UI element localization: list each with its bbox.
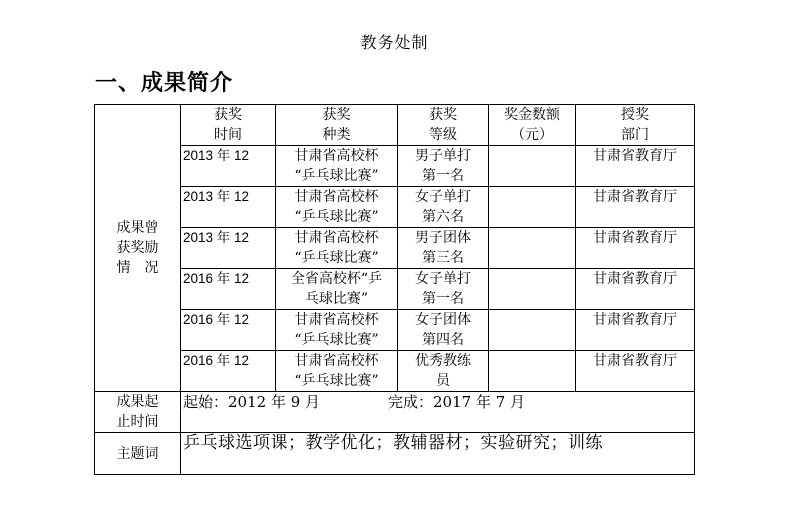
column-header-prize: 奖金数额 （元） (489, 105, 576, 146)
table-row (95, 228, 695, 269)
keywords-label: 主题词 (95, 433, 181, 475)
award-date: 2016 年 12 (181, 351, 276, 392)
award-dept: 甘肃省教育厅 (576, 310, 695, 351)
award-date: 2013 年 12 (181, 187, 276, 228)
period-end: 完成：2017 年 7 月 (388, 393, 526, 411)
award-date: 2013 年 12 (181, 146, 276, 187)
keywords-row (95, 433, 695, 475)
award-type: 甘肃省高校杯 “乒乓球比赛” (276, 310, 398, 351)
award-dept: 甘肃省教育厅 (576, 187, 695, 228)
award-type: 甘肃省高校杯 “乒乓球比赛” (276, 187, 398, 228)
award-date: 2016 年 12 (181, 269, 276, 310)
award-type: 全省高校杯“乒 乓球比赛” (276, 269, 398, 310)
award-level: 女子单打 第一名 (398, 269, 489, 310)
award-dept: 甘肃省教育厅 (576, 146, 695, 187)
award-type: 甘肃省高校杯 “乒乓球比赛” (276, 351, 398, 392)
section-heading: 一、成果简介 (95, 70, 234, 96)
award-prize (489, 146, 576, 187)
period-values (181, 392, 695, 433)
awards-row-label: 成果曾 获奖励 情 况 (95, 105, 181, 392)
table-row (95, 146, 695, 187)
award-date: 2013 年 12 (181, 228, 276, 269)
column-header-dept: 授奖 部门 (576, 105, 695, 146)
column-header-type: 获奖 种类 (276, 105, 398, 146)
awards-table (94, 104, 695, 475)
keywords-value: 乒乓球选项课；教学优化；教辅器材；实验研究；训练 (181, 433, 695, 475)
award-prize (489, 310, 576, 351)
award-prize (489, 351, 576, 392)
page-header: 教务处制 (360, 33, 429, 52)
award-level: 女子团体 第四名 (398, 310, 489, 351)
table-row (95, 351, 695, 392)
table-row (95, 310, 695, 351)
award-prize (489, 187, 576, 228)
table-row (95, 269, 695, 310)
column-header-time: 获奖 时间 (181, 105, 276, 146)
award-type: 甘肃省高校杯 “乒乓球比赛” (276, 228, 398, 269)
column-header-level: 获奖 等级 (398, 105, 489, 146)
award-date: 2016 年 12 (181, 310, 276, 351)
table-header-row (95, 105, 695, 146)
award-level: 女子单打 第六名 (398, 187, 489, 228)
award-dept: 甘肃省教育厅 (576, 228, 695, 269)
award-level: 男子单打 第一名 (398, 146, 489, 187)
award-level: 男子团体 第三名 (398, 228, 489, 269)
period-label: 成果起 止时间 (95, 392, 181, 433)
award-prize (489, 269, 576, 310)
award-prize (489, 228, 576, 269)
period-start: 起始：2012 年 9 月 (183, 393, 321, 411)
award-level: 优秀教练 员 (398, 351, 489, 392)
award-type: 甘肃省高校杯 “乒乓球比赛” (276, 146, 398, 187)
award-dept: 甘肃省教育厅 (576, 269, 695, 310)
award-dept: 甘肃省教育厅 (576, 351, 695, 392)
period-row (95, 392, 695, 433)
table-row (95, 187, 695, 228)
